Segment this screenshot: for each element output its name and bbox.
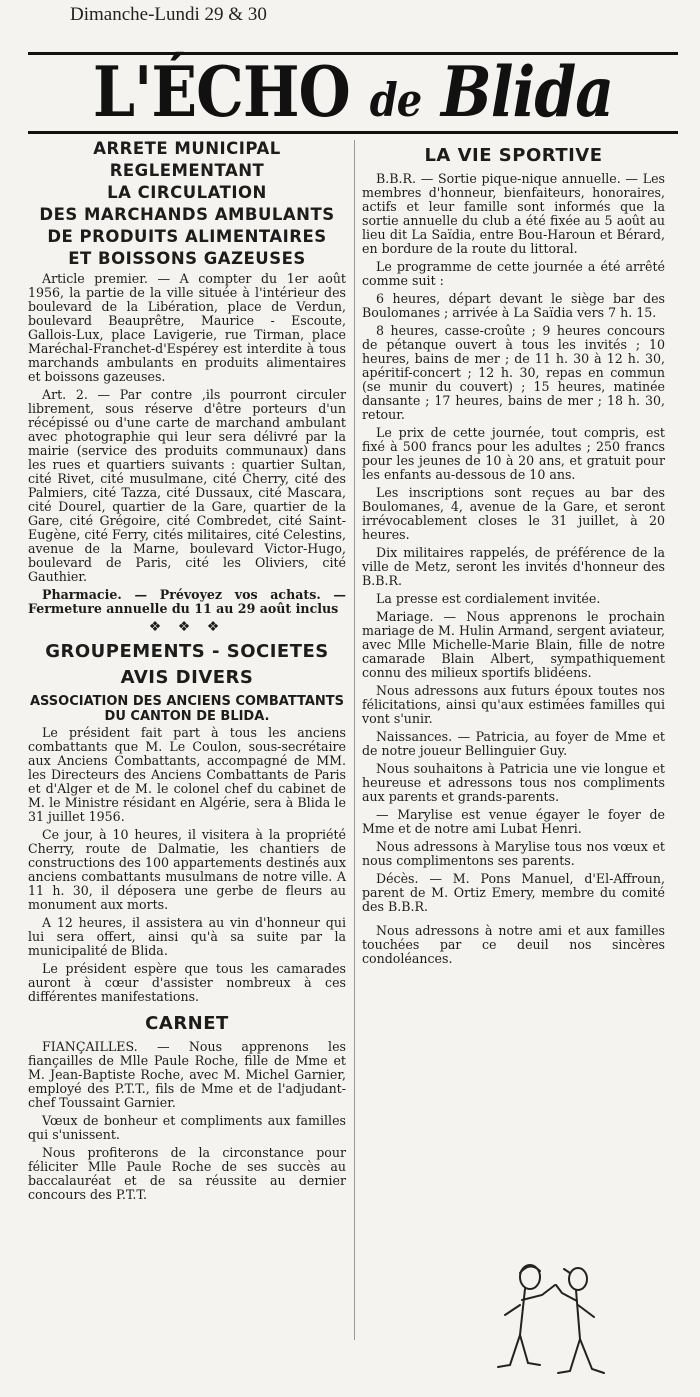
arrete-title-line: DES MARCHANDS AMBULANTS xyxy=(39,205,335,224)
sport-paragraph: B.B.R. — Sortie pique-nique annuelle. — Les membres d'honneur, bienfaiteurs, honoraires, actifs et leur famille sont informés que la sortie annuelle du club a été fixée au 5 août au lieu dit La Saïdia, entre Bou-Haroun et Bérard, en bordure de la route du littoral. xyxy=(362,171,665,256)
cartoon-illustration xyxy=(470,1255,680,1395)
sport-paragraph: — Marylise est venue égayer le foyer de Mme et de notre ami Lubat Henri. xyxy=(362,807,665,836)
sport-paragraph: Le prix de cette journée, tout compris, est fixé à 500 francs pour les adultes ; 250 francs pour les jeunes de 10 à 20 ans, et gratuit pour les enfants au-dessous de 10 ans. xyxy=(362,425,665,482)
left-column xyxy=(28,140,346,1206)
sport-paragraph: Décès. — M. Pons Manuel, d'El-Affroun, parent de M. Ortiz Emery, membre du comité des B.B.R. xyxy=(362,871,665,914)
sport-paragraph: Les inscriptions sont reçues au bar des Boulomanes, 4, avenue de la Gare, et seront irrévocablement closes le 31 juillet, à 20 heures. xyxy=(362,485,665,542)
sport-paragraph: 6 heures, départ devant le siège bar des Boulomanes ; arrivée à La Saïdia vers 7 h. 15. xyxy=(362,291,665,320)
groupements-title-line: GROUPEMENTS - SOCIETES xyxy=(45,641,329,662)
masthead xyxy=(28,52,678,134)
association-paragraph: Ce jour, à 10 heures, il visitera à la propriété Cherry, route de Dalmatie, les chantiers de constructions des 100 appartements destinés aux anciens combattants musulmans de notre ville. A 11 h. 30, il déposera une gerbe de fleurs au monument aux morts. xyxy=(28,827,346,912)
carnet-paragraph: Vœux de bonheur et compliments aux familles qui s'unissent. xyxy=(28,1113,346,1142)
groupements-title-line: AVIS DIVERS xyxy=(120,667,254,688)
ornament-divider: ❖ ❖ ❖ xyxy=(148,619,226,635)
closing-notice: Pharmacie. — Prévoyez vos achats. — Fermeture annuelle du 11 au 29 août inclus xyxy=(28,587,346,616)
masthead-de: de xyxy=(369,73,422,128)
arrete-paragraph: Art. 2. — Par contre ,ils pourront circuler librement, sous réserve d'être porteurs d'un récépissé ou d'une carte de marchand ambulant avec photographie qui leur sera délivré par la mairie (service des produits communaux) dans les rues et quartiers suivants : quartier Sultan, cité Rivet, cité musulmane, cité Cherry, cité des Palmiers, cité Tazza, cité Dussaux, cité Mascara, cité Dourel, quartier de la Gare, quartier de la Gare, cité Grégoire, cité Combredet, cité Saint-Eugène, cité Ferry, cités militaires, cité Celestins, avenue de la Marne, boulevard Victor-Hugo, boulevard de Paris, cité les Oliviers, cité Gauthier. xyxy=(28,387,346,584)
arrete-title-line: DE PRODUITS ALIMENTAIRES xyxy=(47,227,327,246)
carnet-title: CARNET xyxy=(145,1013,229,1034)
association-title: ASSOCIATION DES ANCIENS COMBATTANTS DU CANTON DE BLIDA. xyxy=(29,694,345,724)
sport-paragraph: La presse est cordialement invitée. xyxy=(376,591,601,606)
arrete-paragraph: Article premier. — A compter du 1er août 1956, la partie de la ville située à l'intérieur des boulevard de la Libération, place de Verdun, boulevard Beauprêtre, Maurice - Escoute, Gallois-Lux, place Lavigerie, rue Tirman, place Maréchal-Franchet-d'Espérey est interdite à tous marchands ambulants en produits alimentaires et boissons gazeuses. xyxy=(28,271,346,384)
association-paragraph: A 12 heures, il assistera au vin d'honneur qui lui sera offert, ainsi qu'à sa suite par la municipalité de Blida. xyxy=(28,915,346,958)
sport-paragraph: Mariage. — Nous apprenons le prochain mariage de M. Hulin Armand, sergent aviateur, avec Mlle Michelle-Marie Blain, fille de notre camarade Blain Albert, sympathiquement connu des milieux sportifs blidéens. xyxy=(362,609,665,680)
sport-paragraph: Nous adressons à Marylise tous nos vœux et nous complimentons ses parents. xyxy=(362,839,665,868)
sport-paragraph: Naissances. — Patricia, au foyer de Mme et de notre joueur Bellinguier Guy. xyxy=(362,729,665,758)
carnet-paragraph: FIANÇAILLES. — Nous apprenons les fiançailles de Mlle Paule Roche, fille de Mme et M. Jean-Baptiste Roche, avec M. Michel Garnier, employé des P.T.T., fils de Mme et de l'adjudant-chef Toussaint Garnier. xyxy=(28,1039,346,1110)
right-column xyxy=(362,146,665,970)
association-paragraph: Le président fait part à tous les anciens combattants que M. Le Coulon, sous-secrétaire aux Anciens Combattants, accompagné de MM. les Directeurs des Anciens Combattants de Paris et d'Alger et de M. le colonel chef du cabinet de M. le Ministre résidant en Algérie, sera à Blida le 31 juillet 1956. xyxy=(28,725,346,824)
sport-title: LA VIE SPORTIVE xyxy=(424,145,603,166)
arrete-title-line: ARRETE MUNICIPAL xyxy=(93,139,281,158)
dateline: Dimanche-Lundi 29 & 30 xyxy=(70,4,267,25)
sport-paragraph: Le programme de cette journée a été arrêté comme suit : xyxy=(362,259,665,288)
arrete-title-line: ET BOISSONS GAZEUSES xyxy=(68,249,306,268)
sport-paragraph: Nous souhaitons à Patricia une vie longue et heureuse et adressons tous nos compliments aux parents et grands-parents. xyxy=(362,761,665,804)
sport-paragraph: Dix militaires rappelés, de préférence de la ville de Metz, seront les invités d'honneur des B.B.R. xyxy=(362,545,665,588)
arrete-title-line: LA CIRCULATION xyxy=(107,183,267,202)
sport-paragraph: 8 heures, casse-croûte ; 9 heures concours de pétanque ouvert à tous les invités ; 10 heures, bains de mer ; de 11 h. 30 à 12 h. 30, apéritif-concert ; 12 h. 30, repas en commun (se munir du couvert) ; 15 heures, matinée dansante ; 17 heures, bains de mer ; 18 h. 30, retour. xyxy=(362,323,665,422)
arrete-title-line: REGLEMENTANT xyxy=(109,161,265,180)
masthead-main: L'ÉCHO xyxy=(92,52,350,134)
masthead-title xyxy=(93,53,613,134)
column-divider xyxy=(354,140,355,1340)
masthead-city: Blida xyxy=(441,52,614,134)
sport-paragraph: Nous adressons aux futurs époux toutes nos félicitations, ainsi qu'aux estimées familles qui vont s'unir. xyxy=(362,683,665,726)
arrete-heading xyxy=(28,140,346,268)
sport-paragraph: Nous adressons à notre ami et aux familles touchées par ce deuil nos sincères condoléances. xyxy=(362,923,665,966)
carnet-paragraph: Nous profiterons de la circonstance pour féliciter Mlle Paule Roche de ses succès au baccalauréat et de sa réussite au dernier concours des P.T.T. xyxy=(28,1145,346,1202)
association-paragraph: Le président espère que tous les camarades auront à cœur d'assister nombreux à ces différentes manifestations. xyxy=(28,961,346,1004)
